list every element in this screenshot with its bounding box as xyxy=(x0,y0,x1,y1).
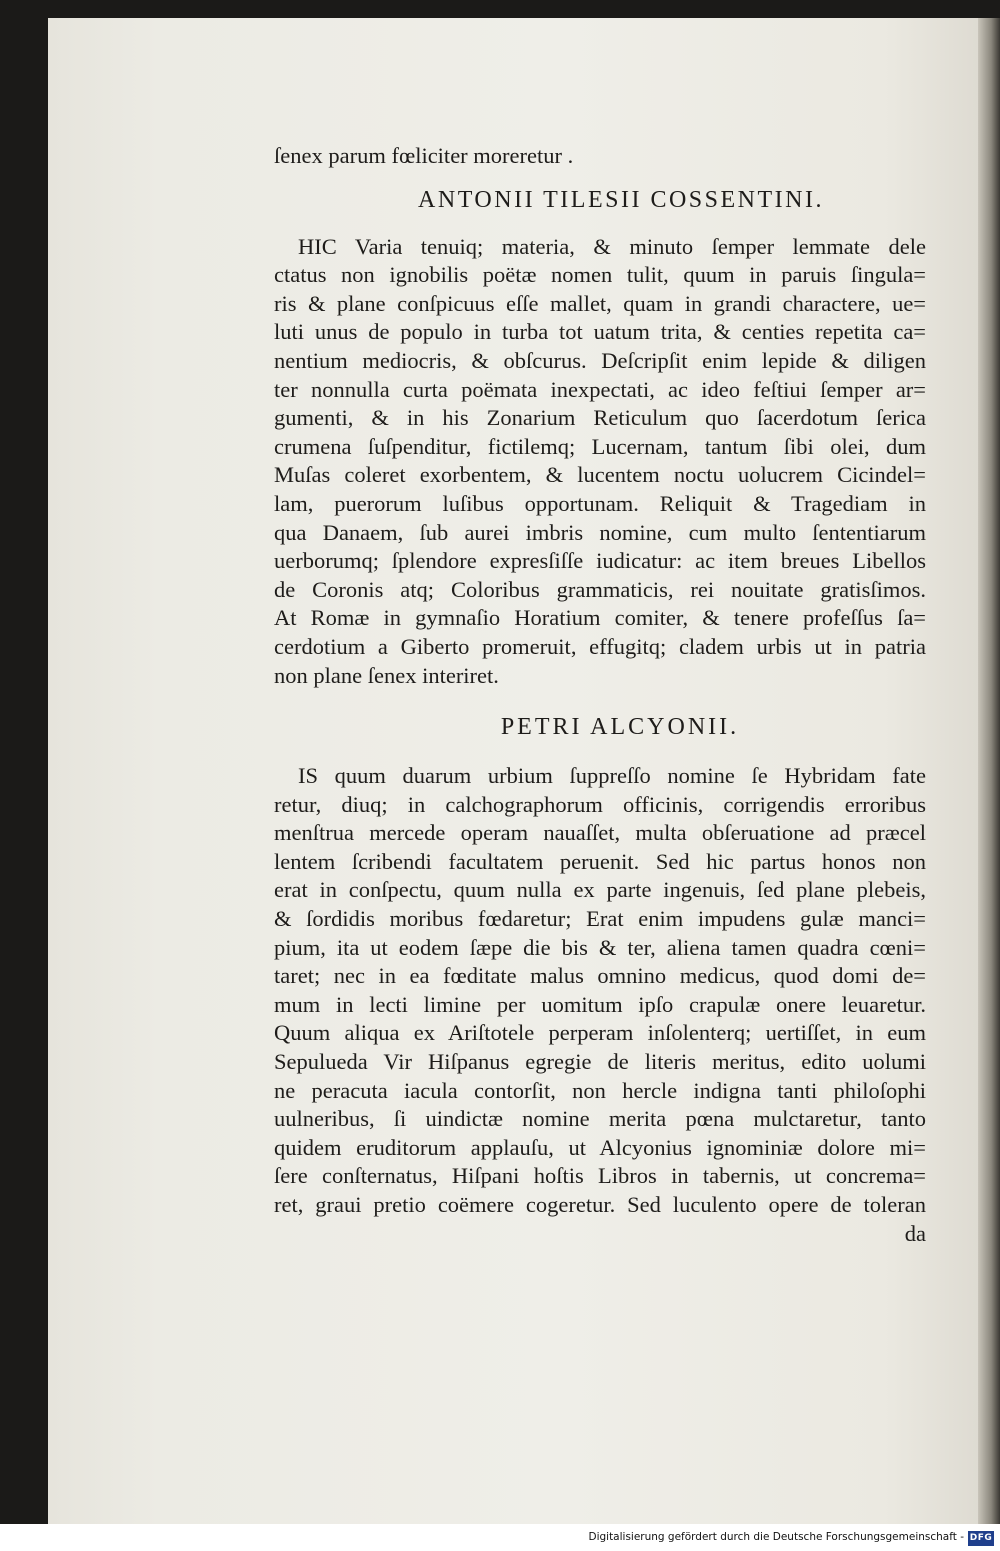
text-line: non plane ſenex interiret. xyxy=(274,662,499,688)
text-line: menſtrua mercede operam nauaſſet, multa obſeruatione ad præcel xyxy=(274,820,926,846)
paragraph-alcyonius xyxy=(274,762,926,1248)
dfg-logo[interactable]: DFG xyxy=(968,1531,994,1546)
carry-over-line: ſenex parum fœliciter moreretur . xyxy=(274,143,574,168)
text-line: cerdotium a Giberto promeruit, effugitq; cladem urbis ut in patria xyxy=(274,633,926,659)
catchword: da xyxy=(904,1220,926,1246)
text-line: ſere conſternatus, Hiſpani hoſtis Libros in tabernis, ut concrema= xyxy=(274,1163,926,1189)
text-line: mum in lecti limine per uomitum ipſo crapulæ onere leuaretur. xyxy=(274,991,926,1017)
text-line: Sepulueda Vir Hiſpanus egregie de literis meritus, edito uolumi xyxy=(274,1049,926,1075)
text-line: lam, puerorum luſibus opportunam. Reliquit & Tragediam in xyxy=(274,490,926,516)
text-line: uerborumq; ſplendore expresſiſſe iudicatur: ac item breues Libellos xyxy=(274,548,926,574)
text-line: IS quum duarum urbium ſuppreſſo nomine ſe Hybridam fate xyxy=(298,763,926,789)
paragraph-tilesius xyxy=(274,233,926,691)
text-line: quidem eruditorum applauſu, ut Alcyonius ignominiæ dolore mi= xyxy=(274,1134,926,1160)
text-line: retur, diuq; in calchographorum officinis, corrigendis erroribus xyxy=(274,791,926,817)
text-line: At Romæ in gymnaſio Horatium comiter, & tenere profeſſus ſa= xyxy=(274,605,926,631)
text-line: ne peracuta iacula contorſit, non hercle indigna tanti philoſophi xyxy=(274,1077,926,1103)
text-line: ris & plane conſpicuus eſſe mallet, quam in grandi charactere, ue= xyxy=(274,290,926,316)
page-text xyxy=(274,142,926,1248)
text-line: uulneribus, ſi uindictæ nomine merita pœna mulctaretur, tanto xyxy=(274,1106,926,1132)
text-line: pium, ita ut eodem ſæpe die bis & ter, aliena tamen quadra cœni= xyxy=(274,934,926,960)
text-line: taret; nec in ea fœditate malus omnino medicus, quod domi de= xyxy=(274,963,926,989)
text-line: ret, graui pretio coëmere cogeretur. Sed luculento opere de toleran xyxy=(274,1192,926,1217)
text-line: erat in conſpectu, quum nulla ex parte ingenuis, ſed plane plebeis, xyxy=(274,877,926,903)
footer-bar xyxy=(0,1524,1000,1551)
text-line: lentem ſcribendi facultatem peruenit. Sed hic partus honos non xyxy=(274,848,926,874)
text-line: crumena ſuſpenditur, fictilemq; Lucernam, tantum ſibi olei, dum xyxy=(274,433,926,459)
page-edge-shadow xyxy=(978,18,1000,1524)
text-line: Muſas coleret exorbentem, & lucentem noctu uolucrem Cicindel= xyxy=(274,462,926,488)
text-line: qua Danaem, ſub aurei imbris nomine, cum multo ſententiarum xyxy=(274,519,926,545)
text-line: Quum aliqua ex Ariſtotele perperam inſolenterq; uertiſſet, in eum xyxy=(274,1020,926,1046)
text-line: ctatus non ignobilis poëtæ nomen tulit, quum in paruis ſingula= xyxy=(274,262,926,288)
text-line: nentium mediocris, & obſcurus. Deſcripſit enim lepide & diligen xyxy=(274,347,926,373)
text-line: HIC Varia tenuiq; materia, & minuto ſemper lemmate dele xyxy=(298,233,926,259)
funding-credit: Digitalisierung gefördert durch die Deutsche Forschungsgemeinschaft - xyxy=(588,1531,964,1543)
text-line: & ſordidis moribus fœdaretur; Erat enim impudens gulæ manci= xyxy=(274,906,926,932)
section-heading-alcyonius: PETRI ALCYONII. xyxy=(500,714,740,741)
text-line: luti unus de populo in turba tot uatum trita, & centies repetita ca= xyxy=(274,319,926,345)
text-line: gumenti, & in his Zonarium Reticulum quo ſacerdotum ſerica xyxy=(274,405,926,431)
text-line: de Coronis atq; Coloribus grammaticis, rei nouitate gratisſimos. xyxy=(274,576,926,602)
section-heading-tilesius: ANTONII TILESII COSSENTINI. xyxy=(418,186,824,213)
text-line: ter nonnulla curta poëmata inexpectati, ac ideo feſtiui ſemper ar= xyxy=(274,376,926,402)
